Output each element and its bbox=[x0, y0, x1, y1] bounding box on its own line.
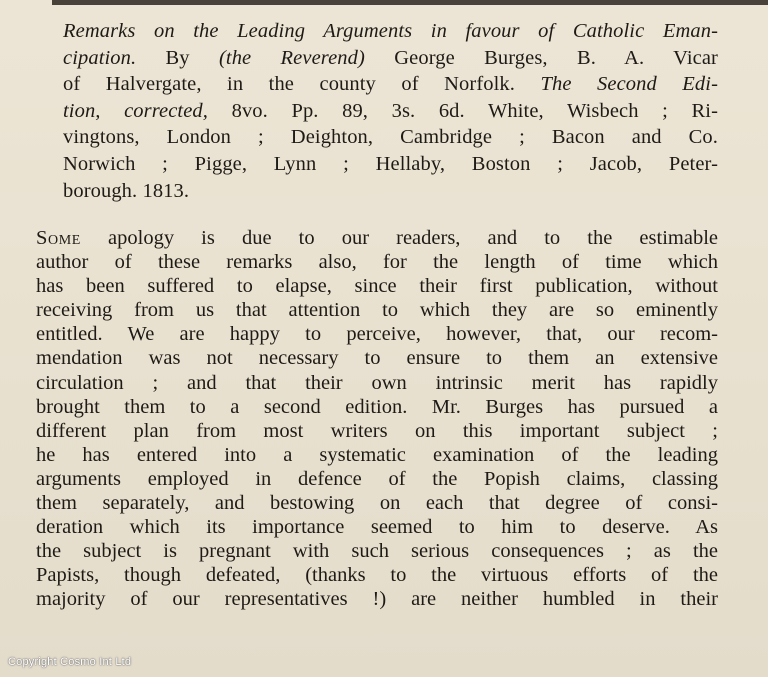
heading-text: By bbox=[165, 46, 190, 69]
review-body bbox=[36, 226, 718, 612]
body-line: entitled. We are happy to perceive, however, that, our recom- bbox=[36, 323, 718, 346]
heading-line bbox=[36, 178, 718, 205]
body-line: deration which its importance seemed to him to deserve. As bbox=[36, 516, 718, 539]
body-line: Papists, though defeated, (thanks to the virtuous efforts of the bbox=[36, 564, 718, 587]
heading-line bbox=[36, 124, 718, 151]
body-line: brought them to a second edition. Mr. Burges has pursued a bbox=[36, 395, 718, 418]
edition-text: tion, corrected, bbox=[63, 99, 209, 122]
copyright-watermark: Copyright Cosmo Int Ltd bbox=[8, 656, 132, 668]
edition-text: The Second Edi- bbox=[540, 73, 719, 96]
top-rule bbox=[52, 0, 768, 5]
review-heading bbox=[36, 18, 718, 204]
heading-text: borough. 1813. bbox=[63, 179, 190, 202]
book-title-part: Remarks on the Leading Arguments in favour of Catholic Eman- bbox=[63, 20, 718, 42]
body-line: he has entered into a systematic examination of the leading bbox=[36, 443, 718, 466]
heading-line bbox=[36, 45, 718, 72]
body-line: different plan from most writers on this important subject ; bbox=[36, 419, 718, 442]
body-line: mendation was not necessary to ensure to them an extensive bbox=[36, 347, 718, 370]
body-line: majority of our representatives !) are neither humbled in their bbox=[36, 588, 718, 611]
heading-text: Norwich ; Pigge, Lynn ; Hellaby, Boston ; Jacob, Peter- bbox=[63, 152, 718, 175]
body-line: receiving from us that attention to which they are so eminently bbox=[36, 299, 718, 322]
body-line: circulation ; and that their own intrinsic merit has rapidly bbox=[36, 371, 718, 394]
body-line: the subject is pregnant with such serious consequences ; as the bbox=[36, 540, 718, 563]
body-line: has been suffered to elapse, since their first publication, without bbox=[36, 275, 718, 298]
body-line: author of these remarks also, for the length of time which bbox=[36, 251, 718, 274]
heading-text: (the Reverend) bbox=[218, 46, 365, 69]
heading-line bbox=[36, 71, 718, 98]
heading-line bbox=[36, 98, 718, 125]
heading-text: 8vo. Pp. 89, 3s. 6d. White, Wisbech ; Ri- bbox=[231, 99, 718, 122]
body-line: arguments employed in defence of the Popish claims, classing bbox=[36, 467, 718, 490]
body-line: them separately, and bestowing on each that degree of consi- bbox=[36, 492, 718, 515]
body-text: apology is due to our readers, and to the estimable bbox=[80, 227, 718, 249]
body-line bbox=[36, 226, 718, 250]
book-title-part: cipation. bbox=[63, 46, 137, 69]
opening-word: Some bbox=[36, 227, 81, 249]
heading-line bbox=[36, 151, 718, 178]
heading-text: of Halvergate, in the county of Norfolk. bbox=[63, 73, 515, 96]
heading-text: vingtons, London ; Deighton, Cambridge ; Bacon and Co. bbox=[63, 126, 718, 149]
author-name: George Burges, B. A. Vicar bbox=[394, 46, 718, 69]
heading-line bbox=[36, 18, 718, 45]
